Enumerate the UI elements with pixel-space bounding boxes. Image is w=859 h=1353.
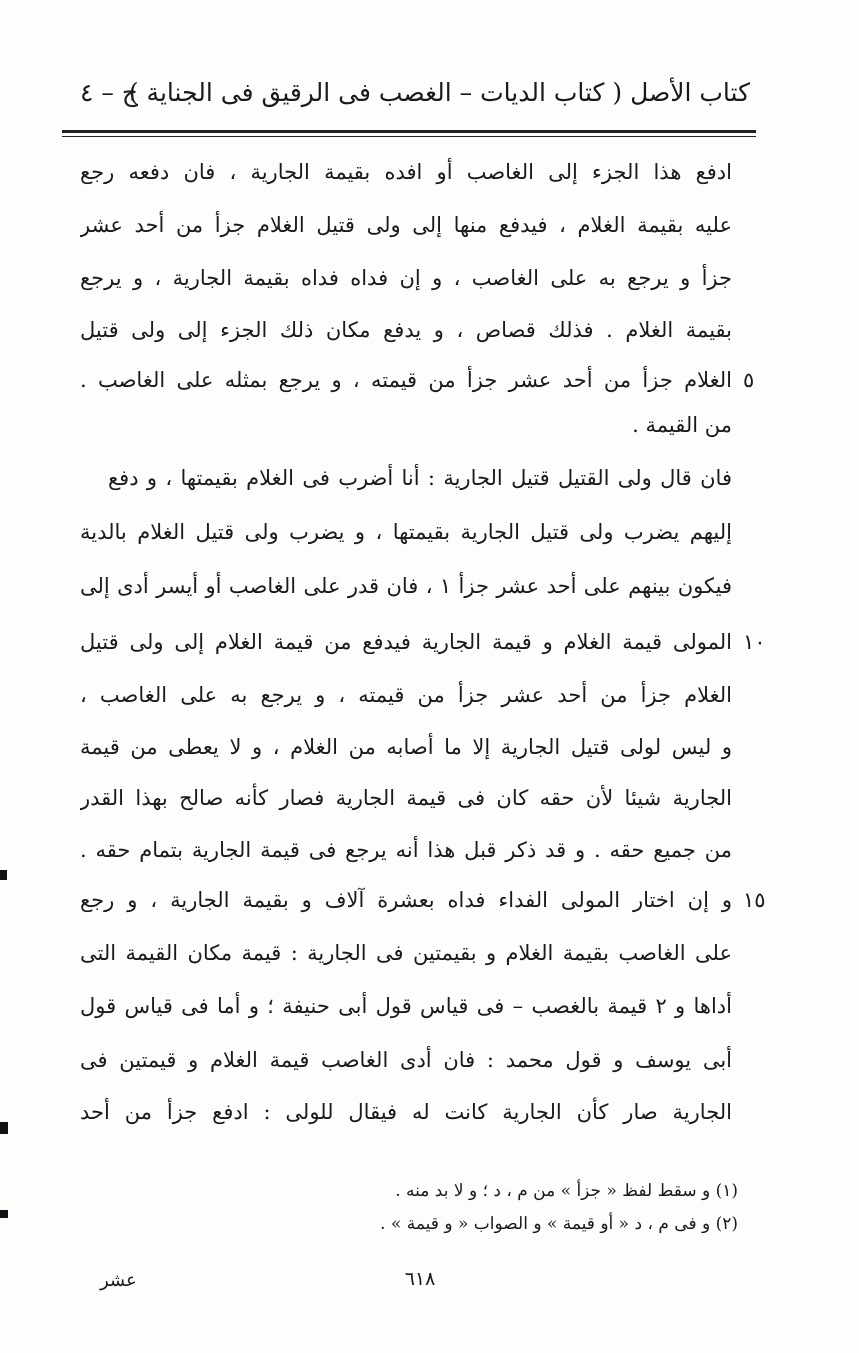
scan-margin-mark: [0, 1122, 8, 1134]
header-volume: ج – ٤: [80, 78, 138, 107]
text-line: الجارية صار كأن الجارية كانت له فيقال للولى : ادفع جزأ من أحد: [80, 1100, 732, 1124]
text-line: الجارية شيئا لأن حقه كان فى قيمة الجارية فصار كأنه صالح بهذا القدر: [80, 786, 732, 810]
text-line: الغلام جزأ من أحد عشر جزأ من قيمته ، و يرجع به على الغاصب ،: [80, 683, 732, 707]
text-line: أبى يوسف و قول محمد : فان أدى الغاصب قيمة الغلام و قيمتين فى: [80, 1048, 732, 1072]
page-number: ٦١٨: [404, 1268, 436, 1290]
text-line: الغلام جزأ من أحد عشر جزأ من قيمته ، و يرجع بمثله على الغاصب .: [80, 368, 732, 392]
signature-mark: عشر: [100, 1270, 137, 1291]
running-header: [70, 78, 750, 118]
text-line: أداها و ٢ قيمة بالغصب – فى قياس قول أبى حنيفة ؛ و أما فى قياس قول: [80, 994, 732, 1018]
scan-margin-mark: [0, 870, 7, 880]
text-line: و إن اختار المولى الفداء فداه بعشرة آلاف و بقيمة الجارية ، و رجع: [80, 888, 732, 912]
text-line: و ليس لولى قتيل الجارية إلا ما أصابه من الغلام ، و لا يعطى من قيمة: [80, 735, 732, 759]
line-number-10: ١٠: [743, 630, 766, 654]
footnote-2: (٢) و فى م ، د « أو قيمة » و الصواب « و قيمة » .: [380, 1214, 738, 1234]
footnote-1: (١) و سقط لفظ « جزأ » من م ، د ؛ و لا بد منه .: [395, 1181, 738, 1201]
header-title: كتاب الأصل ( كتاب الديات – الغصب فى الرقيق فى الجناية ): [128, 78, 750, 107]
text-line: من جميع حقه . و قد ذكر قبل هذا أنه يرجع فى قيمة الجارية بتمام حقه .: [80, 838, 732, 862]
text-line: من القيمة .: [632, 413, 732, 437]
line-number-15: ١٥: [743, 888, 766, 912]
text-line: على الغاصب بقيمة الغلام و بقيمتين فى الجارية : قيمة مكان القيمة التى: [80, 941, 732, 965]
header-rule-thin: [62, 136, 756, 137]
text-line: ادفع هذا الجزء إلى الغاصب أو افده بقيمة الجارية ، فان دفعه رجع: [80, 160, 732, 184]
text-line: عليه بقيمة الغلام ، فيدفع منها إلى ولى قتيل الغلام جزأ من أحد عشر: [80, 213, 732, 237]
text-line: بقيمة الغلام . فذلك قصاص ، و يدفع مكان ذلك الجزء إلى ولى قتيل: [80, 318, 732, 342]
line-number-5: ٥: [743, 368, 755, 392]
text-line: إليهم يضرب ولى قتيل الجارية بقيمتها ، و يضرب ولى قتيل الغلام بالدية: [80, 520, 732, 544]
text-line: المولى قيمة الغلام و قيمة الجارية فيدفع من قيمة الغلام إلى ولى قتيل: [80, 630, 732, 654]
text-line: جزأ و يرجع به على الغاصب ، و إن فداه فداه بقيمة الجارية ، و يرجع: [80, 266, 732, 290]
text-line: فان قال ولى القتيل قتيل الجارية : أنا أضرب فى الغلام بقيمتها ، و دفع: [108, 466, 732, 490]
scan-margin-mark: [0, 1210, 8, 1218]
header-rule-thick: [62, 130, 756, 133]
text-line: فيكون بينهم على أحد عشر جزأ ١ ، فان قدر على الغاصب أو أيسر أدى إلى: [80, 574, 732, 598]
